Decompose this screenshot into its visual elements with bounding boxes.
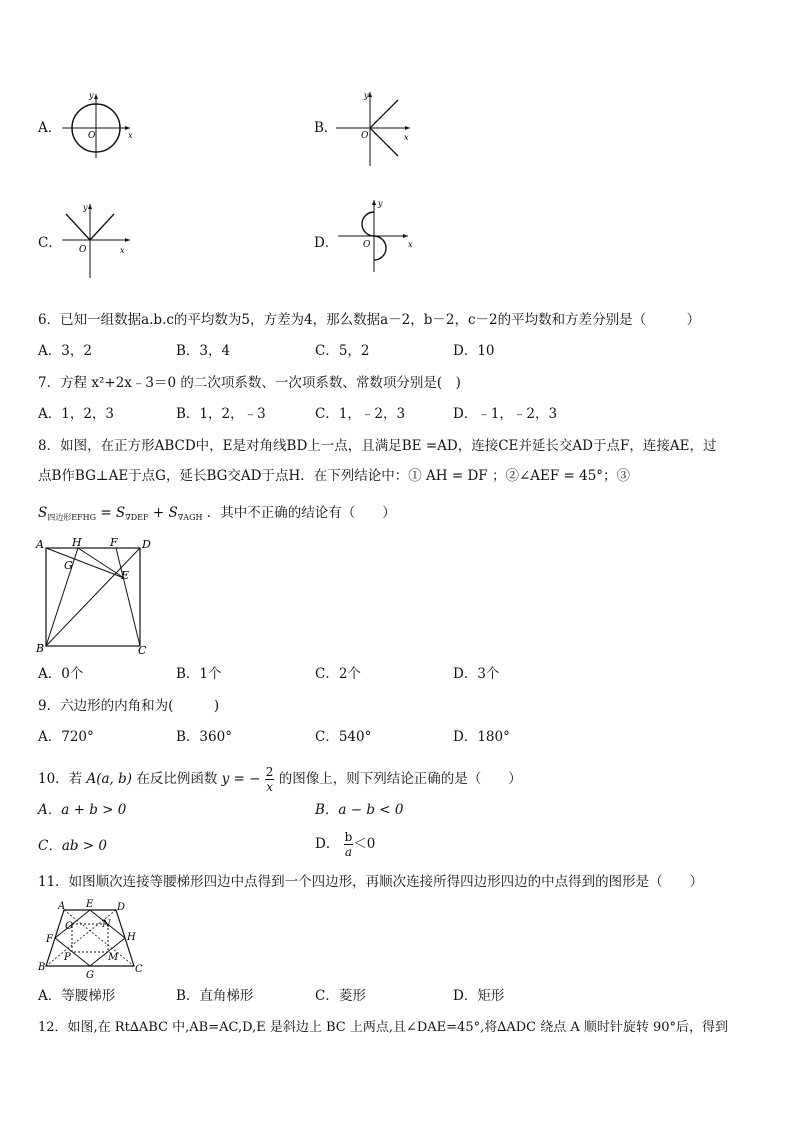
q9-option-a[interactable]: A．720° [38, 729, 94, 745]
q8-stem-line2: 点B作BG⊥AE于点G，延长BG交AD于点H．在下列结论中：① AH = DF ；②∠AEF = 45°；③ [38, 468, 631, 484]
q10-option-d: D． [315, 836, 340, 852]
q10-option-a[interactable]: A．a + b > 0 [38, 802, 127, 818]
q5b-o: O [361, 131, 369, 141]
q7-option-b[interactable]: B．1，2，﹣3 [176, 406, 266, 422]
q8-option-c[interactable]: C．2个 [315, 666, 361, 682]
q8-label-h: H [72, 536, 82, 549]
q10-stem-suffix: 的图像上，则下列结论正确的是（ ） [278, 771, 522, 787]
q12-stem: 12．如图,在 Rt∆ABC 中,AB=AC,D,E 是斜边上 BC 上两点,且∠DAE=45°,将∆ADC 绕点 A 顺时针旋转 90°后，得到 [38, 1020, 729, 1035]
q5d-o: O [363, 240, 371, 250]
q8-formula-tail: ．其中不正确的结论有（ ） [206, 505, 396, 521]
q8-option-d[interactable]: D．3个 [453, 666, 500, 682]
q11-label-g: G [86, 970, 94, 980]
q10-stem [38, 765, 522, 794]
q6-option-a[interactable]: A．3，2 [38, 343, 92, 359]
q7-option-c[interactable]: C．1，﹣2，3 [315, 406, 406, 422]
q11-option-a[interactable]: A．等腰梯形 [38, 988, 116, 1004]
q8-label-c: C [138, 644, 147, 656]
q10-point: A(a, b) [86, 771, 133, 787]
q11-label-n: N [102, 919, 111, 930]
q10-func-num: 2 [265, 765, 274, 779]
q11-label-f: F [46, 934, 53, 945]
q5-option-d-label: D． [314, 235, 339, 251]
q8-label-a: A [36, 538, 44, 551]
q5-graph-b [330, 86, 414, 168]
q11-label-e: E [86, 899, 94, 910]
q5a-y: y [89, 91, 94, 100]
q11-label-a: A [58, 901, 66, 912]
q11-option-c[interactable]: C．菱形 [315, 988, 366, 1004]
q7-option-d[interactable]: D．﹣1，﹣2，3 [453, 406, 558, 422]
q5c-y: y [83, 203, 88, 212]
q5-graph-d [336, 196, 416, 274]
q10-func-fraction [265, 765, 275, 794]
q7-option-a[interactable]: A．1，2，3 [38, 406, 115, 422]
q9-option-b[interactable]: B．360° [176, 729, 232, 745]
q11-label-p: P [64, 952, 71, 963]
q10-stem-mid: 在反比例函数 [136, 771, 218, 787]
q8-square-figure [34, 536, 154, 656]
q10-func-lhs: y = − [221, 771, 261, 787]
q11-stem: 11．如图顺次连接等腰梯形四边中点得到一个四边形，再顺次连接所得四边形四边的中点得到的图形是（ ） [38, 874, 704, 890]
q8-label-g: G [64, 559, 73, 572]
q10-option-b[interactable]: B．a − b < 0 [315, 802, 404, 818]
q6-option-d[interactable]: D．10 [453, 343, 495, 359]
q8-label-f: F [110, 536, 118, 549]
q10-option-d-den: a [344, 845, 353, 859]
q5c-x: x [120, 246, 125, 255]
q5-graph-a [60, 88, 140, 160]
q10-option-d-fraction [344, 830, 354, 859]
q5d-x: x [408, 240, 413, 249]
q8-label-d: D [142, 538, 151, 551]
q11-option-d[interactable]: D．矩形 [453, 988, 505, 1004]
q5b-y: y [364, 91, 369, 100]
q9-option-d[interactable]: D．180° [453, 729, 510, 745]
q11-label-d: D [117, 902, 126, 913]
q6-stem: 6．已知一组数据a.b.c的平均数为5，方差为4，那么数据a－2，b－2，c－2的平均数和方差分别是（ ） [38, 312, 701, 328]
q10-func-den: x [266, 780, 273, 794]
q8-label-e: E [121, 569, 130, 582]
q8-formula-t2-sub: ∇AGH [177, 513, 203, 522]
q8-stem-line1: 8．如图，在正方形ABCD中，E是对角线BD上一点，且满足BE =AD，连接CE并延长交AD于点F，连接AE，过 [38, 438, 717, 454]
q5d-y: y [378, 199, 383, 208]
q11-label-o: O [65, 921, 74, 932]
q5-graph-c [58, 198, 142, 280]
q5a-o: O [88, 131, 96, 141]
q11-label-m: M [108, 952, 119, 963]
q6-option-c[interactable]: C．5，2 [315, 343, 370, 359]
q9-option-c[interactable]: C．540° [315, 729, 372, 745]
q5b-x: x [404, 133, 409, 142]
q9-stem: 9．六边形的内角和为( ) [38, 698, 220, 714]
q5a-x: x [128, 131, 133, 140]
q11-label-b: B [38, 962, 46, 973]
q10-option-d-tail: ＜0 [353, 836, 376, 852]
q8-option-a[interactable]: A．0个 [38, 666, 84, 682]
q11-label-c: C [135, 964, 143, 975]
q8-label-b: B [36, 642, 45, 655]
q7-stem: 7．方程 x²+2x﹣3＝0 的二次项系数、一次项系数、常数项分别是( ) [38, 375, 461, 391]
q10-option-c[interactable]: C．ab > 0 [38, 838, 108, 854]
q11-option-b[interactable]: B．直角梯形 [176, 988, 254, 1004]
q8-formula-lhs: S [38, 505, 48, 521]
q8-option-b[interactable]: B．1个 [176, 666, 222, 682]
q10-stem-prefix: 10．若 [38, 771, 83, 787]
q5c-o: O [79, 245, 87, 255]
q8-formula-line: $S_{四边形EFHG} = S_{\nabla DEF} + S_{\nabla AGH}$ ．其中不正确的结论有（ ） [38, 505, 396, 522]
q5-option-a-label: A． [38, 120, 62, 136]
q11-trapezoid-figure [36, 896, 148, 980]
q5-option-b-label: B． [314, 120, 338, 136]
q8-formula-lhs-sub: 四边形EFHG [47, 513, 97, 522]
q10-option-d-wrap[interactable] [315, 830, 375, 859]
q11-label-h: H [127, 932, 136, 943]
q5-option-c-label: C． [38, 235, 62, 251]
q8-formula-t1-sub: ∇DEF [125, 513, 149, 522]
q10-option-d-num: b [344, 830, 353, 844]
q6-option-b[interactable]: B．3，4 [176, 343, 231, 359]
